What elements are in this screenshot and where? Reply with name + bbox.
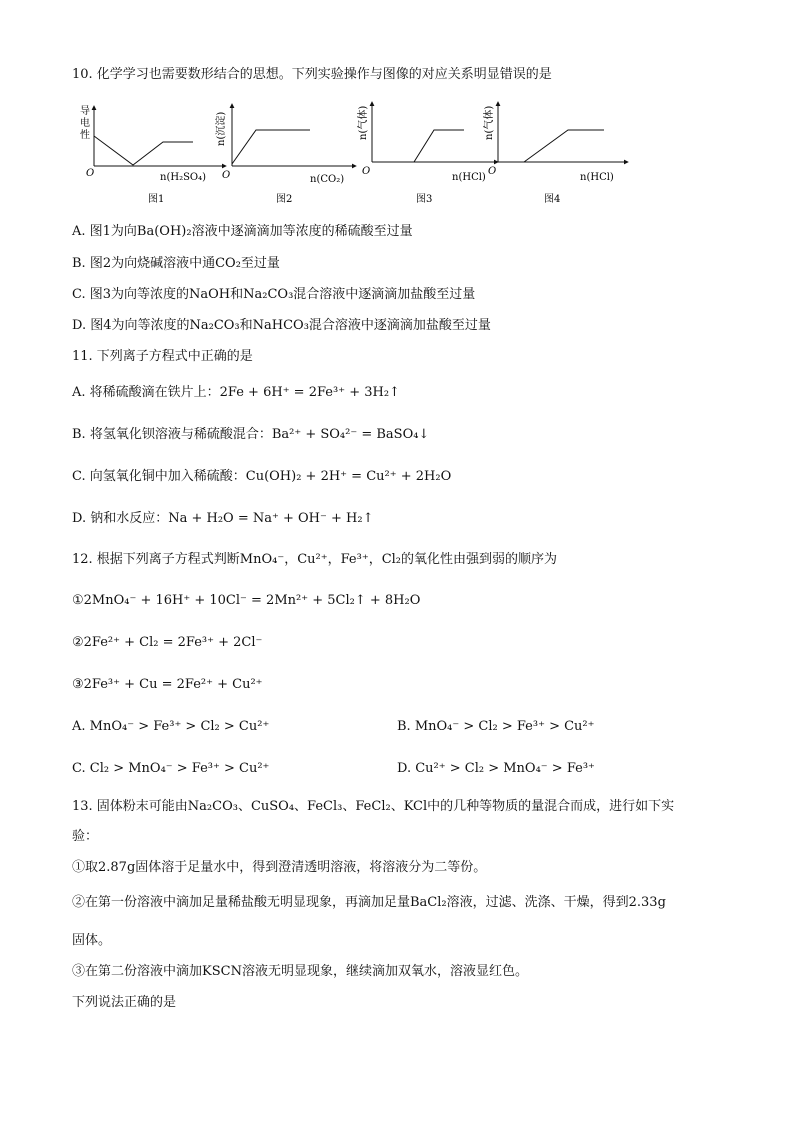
q13-step1: ①取2.87g固体溶于足量水中，得到澄清透明溶液，将溶液分为二等份。 <box>72 860 487 875</box>
q12-option-c: C. Cl₂ > MnO₄⁻ > Fe³⁺ > Cu²⁺ <box>72 761 270 776</box>
fig2-caption: 图2 <box>276 194 293 205</box>
figure-4 <box>482 102 628 205</box>
q13-step3: ③在第二份溶液中滴加KSCN溶液无明显现象，继续滴加双氧水，溶液显红色。 <box>72 964 528 979</box>
fig4-xlabel: n(HCl) <box>580 172 614 183</box>
q10-figures <box>78 98 638 210</box>
q10-option-c: C. 图3为向等浓度的NaOH和Na₂CO₃混合溶液中逐滴滴加盐酸至过量 <box>72 287 476 302</box>
q12-equation-3: ③2Fe³⁺ + Cu = 2Fe²⁺ + Cu²⁺ <box>72 677 263 692</box>
fig2-origin: O <box>222 170 231 181</box>
q13-stem-line2: 验： <box>72 829 99 844</box>
fig3-ylabel: n(气体) <box>358 105 369 140</box>
fig1-xlabel: n(H₂SO₄) <box>160 172 207 183</box>
q11-option-d: D. 钠和水反应：Na + H₂O = Na⁺ + OH⁻ + H₂↑ <box>72 511 374 526</box>
q10-option-b: B. 图2为向烧碱溶液中通CO₂至过量 <box>72 256 280 271</box>
q11-option-b: B. 将氢氧化钡溶液与稀硫酸混合：Ba²⁺ + SO₄²⁻ = BaSO₄↓ <box>72 427 430 442</box>
q11-option-a: A. 将稀硫酸滴在铁片上：2Fe + 6H⁺ = 2Fe³⁺ + 3H₂↑ <box>72 385 400 400</box>
fig1-ylabel-3: 性 <box>80 130 90 141</box>
q13-step2-line1: ②在第一份溶液中滴加足量稀盐酸无明显现象，再滴加足量BaCl₂溶液，过滤、洗涤、干燥，得到2.33g <box>72 895 666 910</box>
fig1-origin: O <box>86 168 95 179</box>
q12-option-a: A. MnO₄⁻ > Fe³⁺ > Cl₂ > Cu²⁺ <box>72 719 270 734</box>
fig1-ylabel-2: 电 <box>80 118 90 129</box>
q13-step2-line2: 固体。 <box>72 933 112 948</box>
fig3-origin: O <box>362 166 371 177</box>
fig3-caption: 图3 <box>416 194 433 205</box>
q12-stem: 12. 根据下列离子方程式判断MnO₄⁻，Cu²⁺，Fe³⁺，Cl₂的氧化性由强到弱的顺序为 <box>72 552 558 567</box>
fig3-xlabel: n(HCl) <box>452 172 486 183</box>
fig2-xlabel: n(CO₂) <box>310 174 345 185</box>
figure-2 <box>214 104 356 205</box>
q12-option-d: D. Cu²⁺ > Cl₂ > MnO₄⁻ > Fe³⁺ <box>397 761 595 776</box>
q12-equation-2: ②2Fe²⁺ + Cl₂ = 2Fe³⁺ + 2Cl⁻ <box>72 635 263 650</box>
figure-1 <box>80 105 226 205</box>
fig1-caption: 图1 <box>148 194 165 205</box>
q12-equation-1: ①2MnO₄⁻ + 16H⁺ + 10Cl⁻ = 2Mn²⁺ + 5Cl₂↑ + 8H₂O <box>72 593 421 608</box>
q10-option-d: D. 图4为向等浓度的Na₂CO₃和NaHCO₃混合溶液中逐滴滴加盐酸至过量 <box>72 318 491 333</box>
q10-stem: 10. 化学学习也需要数形结合的思想。下列实验操作与图像的对应关系明显错误的是 <box>72 67 552 82</box>
fig1-ylabel-1: 导 <box>80 106 90 117</box>
fig4-origin: O <box>488 166 497 177</box>
q11-stem: 11. 下列离子方程式中正确的是 <box>72 349 253 364</box>
fig4-ylabel: n(气体) <box>484 105 495 140</box>
q11-option-c: C. 向氢氧化铜中加入稀硫酸：Cu(OH)₂ + 2H⁺ = Cu²⁺ + 2H₂O <box>72 469 452 484</box>
figure-3 <box>356 102 498 205</box>
q13-stem-line1: 13. 固体粉末可能由Na₂CO₃、CuSO₄、FeCl₃、FeCl₂、KCl中的几种等物质的量混合而成，进行如下实 <box>72 799 675 814</box>
fig2-ylabel: n(沉淀) <box>216 111 227 146</box>
q10-option-a: A. 图1为向Ba(OH)₂溶液中逐滴滴加等浓度的稀硫酸至过量 <box>72 224 413 239</box>
q13-ask: 下列说法正确的是 <box>72 995 177 1010</box>
q12-option-b: B. MnO₄⁻ > Cl₂ > Fe³⁺ > Cu²⁺ <box>397 719 595 734</box>
fig4-caption: 图4 <box>544 194 561 205</box>
